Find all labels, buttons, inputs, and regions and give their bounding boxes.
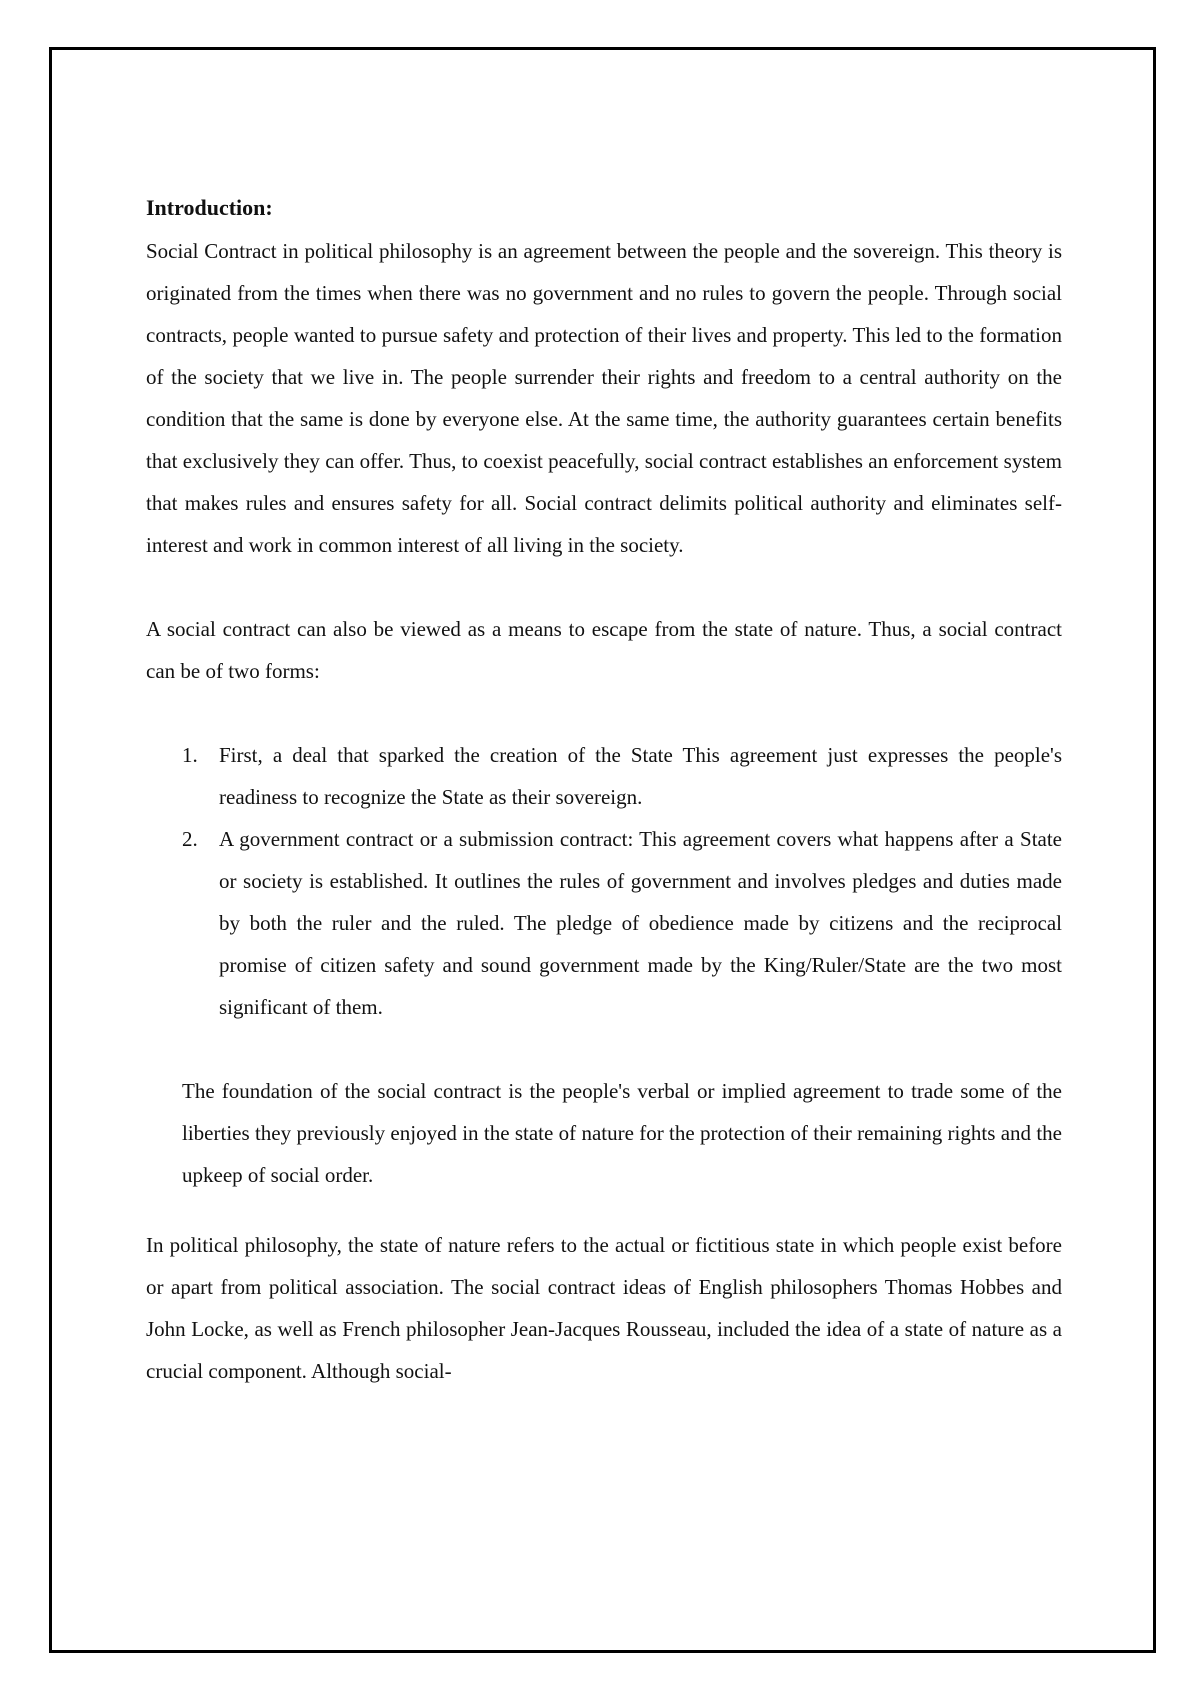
paragraph-foundation: The foundation of the social contract is the people's verbal or implied agreement to trade some of the liberties they previously enjoyed in the state of nature for the protection of their remaining rights and the upkeep of social order. [182,1079,1062,1187]
forms-list [146,734,1062,1028]
list-item [146,818,1062,1028]
list-item [146,734,1062,818]
section-heading: Introduction: [146,195,273,220]
document-body [146,186,1062,1392]
paragraph-forms: A social contract can also be viewed as a means to escape from the state of nature. Thus, a social contract can be of two forms: [146,617,1062,683]
list-item-number: 1. [182,743,198,767]
paragraph-intro: Social Contract in political philosophy is an agreement between the people and the sovereign. This theory is originated from the times when there was no government and no rules to govern the people. Through social contracts, people wanted to pursue safety and protection of their lives and property. This led to the formation of the society that we live in. The people surrender their rights and freedom to a central authority on the condition that the same is done by everyone else. At the same time, the authority guarantees certain benefits that exclusively they can offer. Thus, to coexist peacefully, social contract establishes an enforcement system that makes rules and ensures safety for all. Social contract delimits political authority and eliminates self-interest and work in common interest of all living in the society. [146,239,1062,557]
paragraph-state-of-nature: In political philosophy, the state of nature refers to the actual or fictitious state in which people exist before or apart from political association. The social contract ideas of English philosophers Thomas Hobbes and John Locke, as well as French philosopher Jean-Jacques Rousseau, included the idea of a state of nature as a crucial component. Although social- [146,1233,1062,1383]
list-item-text: First, a deal that sparked the creation of the State This agreement just expresses the people's readiness to recognize the State as their sovereign. [219,743,1062,809]
list-item-text: A government contract or a submission contract: This agreement covers what happens after a State or society is established. It outlines the rules of government and involves pledges and duties made by both the ruler and the ruled. The pledge of obedience made by citizens and the reciprocal promise of citizen safety and sound government made by the King/Ruler/State are the two most significant of them. [219,827,1062,1019]
list-item-number: 2. [182,827,198,851]
